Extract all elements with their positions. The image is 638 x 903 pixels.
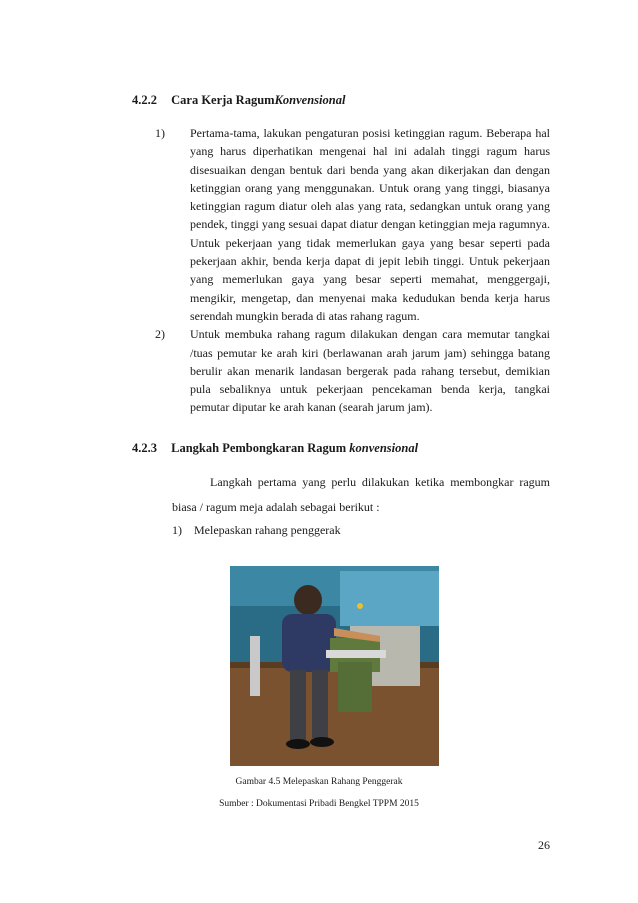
section-number: 4.2.2 xyxy=(132,93,157,107)
list-422 xyxy=(155,124,550,417)
list-text: Melepaskan rahang penggerak xyxy=(194,523,341,537)
list-423 xyxy=(172,521,550,539)
section-title: Langkah Pembongkaran Ragum xyxy=(171,441,347,455)
list-marker: 2) xyxy=(155,327,165,342)
figure-source: Sumber : Dokumentasi Pribadi Bengkel TPPM 2015 xyxy=(219,799,419,809)
figure-caption: Gambar 4.5 Melepaskan Rahang Penggerak xyxy=(235,777,403,787)
list-marker: 1) xyxy=(172,523,182,537)
list-item xyxy=(172,521,550,539)
section-title-italic: Konvensional xyxy=(274,93,346,107)
list-item xyxy=(155,325,550,416)
list-text: Pertama-tama, lakukan pengaturan posisi ketinggian ragum. Beberapa hal yang harus diperhatikan mengenai hal ini adalah tinggi ragum harus disesuaikan dengan bentuk dari benda yang akan dikerjakan dan dengan ketinggian orang yang menggunakan. Untuk orang yang tinggi, biasanya ketinggian ragum diatur oleh alas yang rata, sedangkan untuk orang yang pendek, tinggi yang sesuai dapat diatur dengan ketinggian meja ragumnya. Untuk pekerjaan yang tidak memerlukan gaya yang besar seperti pada pekerjaan akhir, benda kerja dapat di jepit lebih tinggi. Untuk pekerjaan yang memerlukan gaya yang besar seperti memahat, menggergaji, mengikir, mengetap, dan menyenai maka kedudukan benda kerja harus serendah mungkin berada di atas rahang ragum. xyxy=(190,126,550,323)
intro-paragraph: Langkah pertama yang perlu dilakukan ketika membongkar ragum biasa / ragum meja adalah sebagai berikut : xyxy=(172,475,550,514)
workshop-photo-illustration xyxy=(230,566,439,766)
section-number: 4.2.3 xyxy=(132,441,157,455)
list-marker: 1) xyxy=(155,126,165,140)
section-title: Cara Kerja Ragum xyxy=(171,93,275,107)
section-heading-422 xyxy=(132,93,345,108)
figure-photo xyxy=(230,566,439,766)
section-title-italic: konvensional xyxy=(349,441,419,455)
list-text: Untuk membuka rahang ragum dilakukan dengan cara memutar tangkai /tuas pemutar ke arah kiri (berlawanan arah jarum jam) sehingga batang berulir akan menarik landasan bergerak pada rahang tersebut, demikian pula sebaliknya untuk pekerjaan pencekaman benda kerja, tangkai pemutar diputar ke arah kanan (searah jarum jam). xyxy=(190,327,550,415)
page-number: 26 xyxy=(538,838,550,852)
list-item xyxy=(155,124,550,325)
section-heading-423 xyxy=(132,441,418,456)
